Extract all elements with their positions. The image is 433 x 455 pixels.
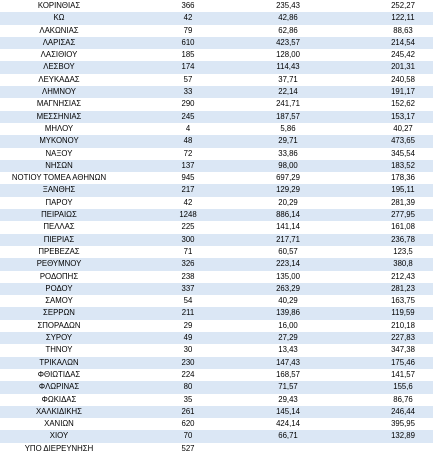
incidence-cell: 122,11: [391, 13, 415, 23]
table-row: [0, 320, 433, 332]
region-name-cell: ΝΟΤΙΟΥ ΤΟΜΕΑ ΑΘΗΝΩΝ: [11, 173, 107, 183]
rate-cell: 13,43: [278, 345, 298, 355]
rate-cell: 42,86: [278, 13, 298, 23]
incidence-cell: 88,63: [393, 25, 413, 35]
rate-cell: 114,43: [276, 62, 300, 72]
table-row: [0, 258, 433, 270]
rate-cell: 241,71: [276, 99, 300, 109]
rate-cell: 37,71: [278, 74, 298, 84]
cases-cell: 610: [181, 37, 195, 47]
cases-cell: 42: [183, 13, 193, 23]
cases-cell: 42: [183, 197, 193, 207]
rate-cell: 128,00: [276, 50, 300, 60]
rate-cell: 235,43: [276, 1, 300, 10]
incidence-cell: 178,36: [391, 173, 415, 183]
incidence-cell: 214,54: [391, 37, 415, 47]
cases-cell: 326: [181, 259, 195, 269]
region-name-cell: ΡΟΔΟΥ: [45, 283, 73, 293]
cases-cell: 245: [181, 111, 195, 121]
cases-cell: 174: [181, 62, 195, 72]
cases-cell: 33: [183, 87, 193, 97]
cases-cell: 49: [183, 333, 193, 343]
table-row: [0, 418, 433, 430]
incidence-cell: 281,23: [391, 283, 415, 293]
rate-cell: 71,57: [278, 382, 298, 392]
table-row: [0, 61, 433, 73]
table-row: [0, 74, 433, 86]
region-name-cell: ΣΑΜΟΥ: [45, 296, 73, 306]
incidence-cell: 195,11: [391, 185, 415, 195]
rate-cell: 33,86: [278, 148, 298, 158]
incidence-cell: 191,17: [391, 87, 415, 97]
incidence-cell: 240,58: [391, 74, 415, 84]
rate-cell: 29,71: [278, 136, 298, 146]
rate-cell: 20,29: [278, 197, 298, 207]
region-name-cell: ΚΩ: [53, 13, 65, 23]
rate-cell: 16,00: [278, 320, 298, 330]
region-name-cell: ΛΗΜΝΟΥ: [42, 87, 76, 97]
cases-cell: 620: [181, 419, 195, 429]
incidence-cell: 123,5: [393, 246, 413, 256]
region-name-cell: ΠΕΛΛΑΣ: [43, 222, 75, 232]
cases-cell: 185: [181, 50, 195, 60]
rate-cell: 217,71: [276, 234, 300, 244]
region-name-cell: ΜΗΛΟΥ: [44, 123, 74, 133]
table-row: [0, 295, 433, 307]
region-name-cell: ΜΕΣΣΗΝΙΑΣ: [36, 111, 82, 121]
table-row: [0, 197, 433, 209]
table-row: [0, 234, 433, 246]
table-row: [0, 381, 433, 393]
cases-cell: 300: [181, 234, 195, 244]
region-name-cell: ΣΠΟΡΑΔΩΝ: [37, 320, 81, 330]
region-name-cell: ΜΥΚΟΝΟΥ: [39, 136, 79, 146]
region-name-cell: ΡΟΔΟΠΗΣ: [39, 271, 79, 281]
incidence-cell: 201,31: [391, 62, 415, 72]
rate-cell: 40,29: [278, 296, 298, 306]
rate-cell: 62,86: [278, 25, 298, 35]
region-name-cell: ΤΡΙΚΑΛΩΝ: [39, 357, 79, 367]
region-name-cell: ΛΑΡΙΣΑΣ: [42, 37, 76, 47]
incidence-cell: 153,17: [391, 111, 415, 121]
region-name-cell: ΠΙΕΡΙΑΣ: [43, 234, 75, 244]
incidence-cell: 163,75: [391, 296, 415, 306]
region-name-cell: ΧΙΟΥ: [49, 431, 69, 441]
table-row: [0, 332, 433, 344]
incidence-cell: 155,6: [393, 382, 413, 392]
region-name-cell: ΜΑΓΝΗΣΙΑΣ: [36, 99, 82, 109]
incidence-cell: 236,78: [391, 234, 415, 244]
region-name-cell: ΦΩΚΙΔΑΣ: [41, 394, 77, 404]
incidence-cell: 277,95: [391, 210, 415, 220]
incidence-cell: 40,27: [393, 123, 413, 133]
table-row: [0, 271, 433, 283]
table-row: [0, 344, 433, 356]
cases-cell: 224: [181, 369, 195, 379]
table-row: [0, 357, 433, 369]
table-row: [0, 123, 433, 135]
table-row: [0, 49, 433, 61]
cases-cell: 54: [183, 296, 193, 306]
table-row: [0, 443, 433, 455]
region-name-cell: ΣΕΡΡΩΝ: [43, 308, 75, 318]
table-row: [0, 221, 433, 233]
table-row: [0, 394, 433, 406]
cases-cell: 30: [183, 345, 193, 355]
incidence-cell: 227,83: [391, 333, 415, 343]
region-name-cell: ΤΗΝΟΥ: [45, 345, 73, 355]
table-row: [0, 98, 433, 110]
region-name-cell: ΠΡΕΒΕΖΑΣ: [38, 246, 80, 256]
rate-cell: 263,29: [276, 283, 300, 293]
cases-cell: 217: [181, 185, 195, 195]
region-name-cell: ΛΑΣΙΘΙΟΥ: [40, 50, 78, 60]
rate-cell: 5,86: [280, 123, 296, 133]
cases-cell: 1248: [179, 210, 197, 220]
table-row: [0, 430, 433, 442]
region-name-cell: ΠΑΡΟΥ: [45, 197, 73, 207]
cases-cell: 79: [183, 25, 193, 35]
rate-cell: 141,14: [276, 222, 300, 232]
cases-cell: 527: [181, 443, 195, 453]
table-row: [0, 307, 433, 319]
incidence-cell: 132,89: [391, 431, 415, 441]
rate-cell: 423,57: [276, 37, 300, 47]
rate-cell: 22,14: [278, 87, 298, 97]
table-row: [0, 369, 433, 381]
region-name-cell: ΧΑΛΚΙΔΙΚΗΣ: [35, 406, 82, 416]
cases-cell: 366: [181, 1, 195, 10]
region-name-cell: ΚΟΡΙΝΘΙΑΣ: [37, 1, 81, 10]
table-row: [0, 0, 433, 12]
table-row: [0, 160, 433, 172]
incidence-cell: 86,76: [393, 394, 413, 404]
rate-cell: 129,29: [276, 185, 300, 195]
cases-cell: 230: [181, 357, 195, 367]
rate-cell: 147,43: [276, 357, 300, 367]
region-name-cell: ΞΑΝΘΗΣ: [42, 185, 76, 195]
cases-cell: 261: [181, 406, 195, 416]
cases-cell: 337: [181, 283, 195, 293]
cases-cell: 211: [181, 308, 195, 318]
table-row: [0, 406, 433, 418]
cases-cell: 29: [183, 320, 193, 330]
table-row: [0, 12, 433, 24]
rate-cell: 66,71: [278, 431, 298, 441]
rate-cell: 424,14: [276, 419, 300, 429]
table-row: [0, 184, 433, 196]
incidence-cell: 246,44: [391, 406, 415, 416]
incidence-cell: 345,54: [391, 148, 415, 158]
region-name-cell: ΣΥΡΟΥ: [45, 333, 73, 343]
rate-cell: 168,57: [276, 369, 300, 379]
incidence-cell: 281,39: [391, 197, 415, 207]
cases-cell: 137: [181, 160, 195, 170]
incidence-cell: 161,08: [391, 222, 415, 232]
incidence-cell: 210,18: [391, 320, 415, 330]
region-name-cell: ΝΗΣΩΝ: [45, 160, 73, 170]
region-name-cell: ΦΘΙΩΤΙΔΑΣ: [37, 369, 81, 379]
incidence-cell: 473,65: [391, 136, 415, 146]
cases-cell: 80: [183, 382, 193, 392]
incidence-cell: 245,42: [391, 50, 415, 60]
region-name-cell: ΝΑΞΟΥ: [45, 148, 73, 158]
table-row: [0, 25, 433, 37]
rate-cell: 98,00: [278, 160, 298, 170]
cases-cell: 57: [183, 74, 193, 84]
region-name-cell: ΛΕΣΒΟΥ: [43, 62, 75, 72]
cases-cell: 225: [181, 222, 195, 232]
incidence-cell: 347,38: [391, 345, 415, 355]
incidence-cell: 119,59: [391, 308, 415, 318]
table-row: [0, 209, 433, 221]
cases-cell: 35: [183, 394, 193, 404]
table-row: [0, 283, 433, 295]
region-name-cell: ΠΕΙΡΑΙΩΣ: [41, 210, 77, 220]
incidence-cell: 212,43: [391, 271, 415, 281]
rate-cell: 135,00: [276, 271, 300, 281]
table-row: [0, 172, 433, 184]
rate-cell: 145,14: [276, 406, 300, 416]
incidence-cell: 183,52: [391, 160, 415, 170]
table-row: [0, 135, 433, 147]
rate-cell: 60,57: [278, 246, 298, 256]
region-name-cell: ΥΠΟ ΔΙΕΡΕΥΝΗΣΗ: [24, 443, 94, 453]
table-row: [0, 86, 433, 98]
incidence-cell: 152,62: [391, 99, 415, 109]
incidence-cell: 141,57: [391, 369, 415, 379]
table-row: [0, 148, 433, 160]
cases-cell: 72: [183, 148, 193, 158]
incidence-cell: 380,8: [393, 259, 413, 269]
cases-cell: 945: [181, 173, 195, 183]
rate-cell: 29,43: [278, 394, 298, 404]
rate-cell: 223,14: [276, 259, 300, 269]
rate-cell: 697,29: [276, 173, 300, 183]
cases-cell: 238: [181, 271, 195, 281]
region-name-cell: ΛΑΚΩΝΙΑΣ: [39, 25, 79, 35]
rate-cell: 886,14: [276, 210, 300, 220]
incidence-cell: 395,95: [391, 419, 415, 429]
cases-cell: 48: [183, 136, 193, 146]
cases-cell: 290: [181, 99, 195, 109]
incidence-cell: 175,46: [391, 357, 415, 367]
table-row: [0, 111, 433, 123]
region-name-cell: ΛΕΥΚΑΔΑΣ: [38, 74, 80, 84]
incidence-cell: 252,27: [391, 1, 415, 10]
table-row: [0, 37, 433, 49]
rate-cell: 27,29: [278, 333, 298, 343]
region-name-cell: ΦΛΩΡΙΝΑΣ: [38, 382, 80, 392]
cases-cell: 4: [185, 123, 191, 133]
cases-cell: 70: [183, 431, 193, 441]
rate-cell: 139,86: [276, 308, 300, 318]
region-name-cell: ΧΑΝΙΩΝ: [44, 419, 74, 429]
region-name-cell: ΡΕΘΥΜΝΟΥ: [36, 259, 82, 269]
cases-cell: 71: [183, 246, 193, 256]
table-row: [0, 246, 433, 258]
rate-cell: 187,57: [276, 111, 300, 121]
